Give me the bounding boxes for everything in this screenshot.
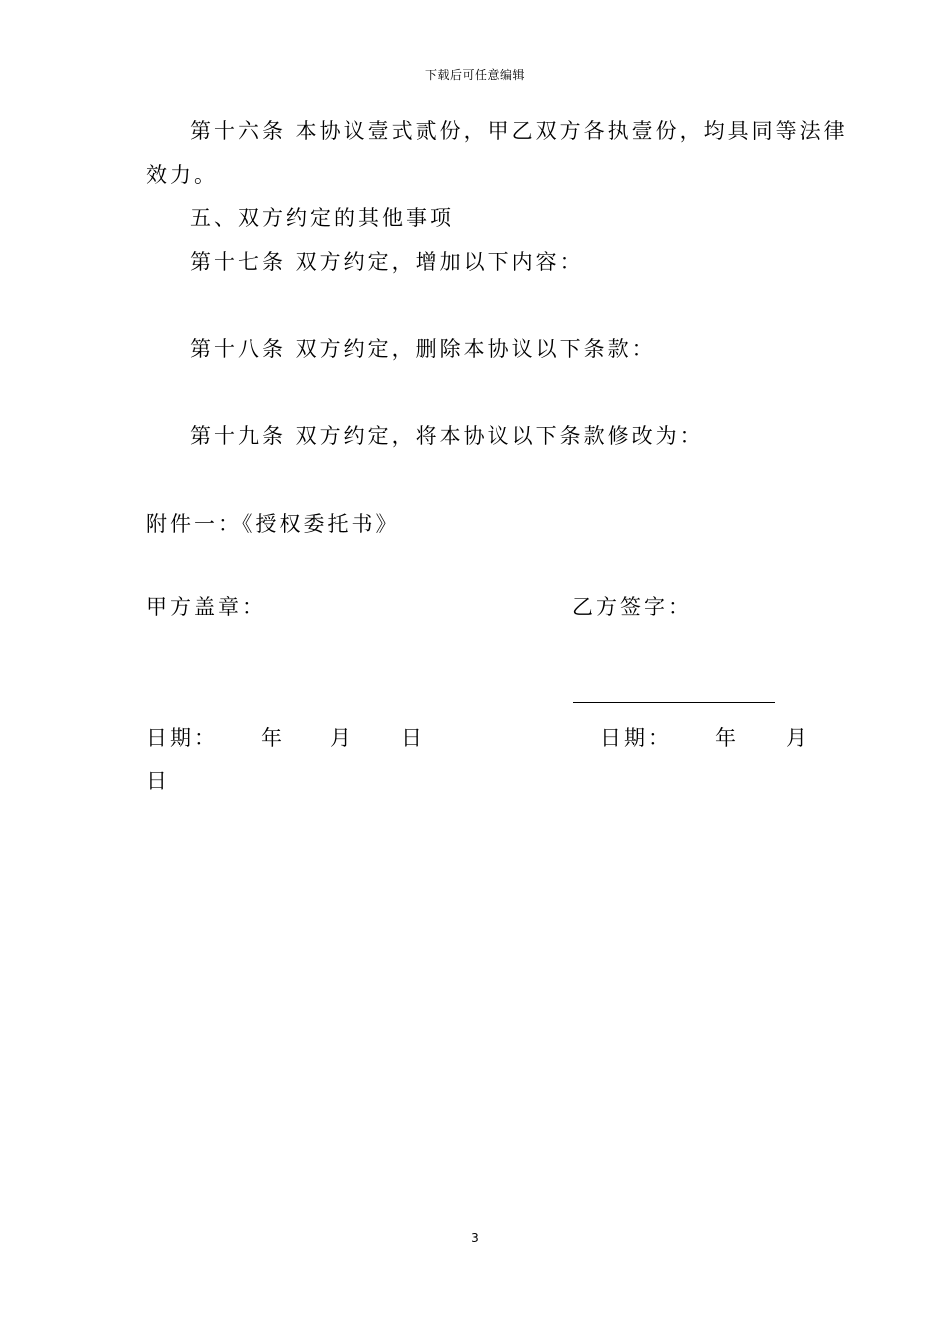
- party-a-seal-label: 甲方盖章：: [146, 595, 266, 619]
- page-number: 3: [471, 1231, 479, 1245]
- party-a-date-year: 年: [261, 726, 285, 750]
- article-18: 第十八条 双方约定，删除本协议以下条款：: [190, 337, 656, 361]
- article-16-line-1: 第十六条 本协议壹式贰份，甲乙双方各执壹份，均具同等法律: [190, 119, 848, 143]
- article-16-line-2: 效力。: [146, 163, 218, 187]
- section-5-heading: 五、双方约定的其他事项: [190, 206, 454, 230]
- party-a-date-month: 月: [330, 726, 354, 750]
- party-b-date-month: 月: [786, 726, 810, 750]
- article-19: 第十九条 双方约定，将本协议以下条款修改为：: [190, 424, 704, 448]
- page-header: 下载后可任意编辑: [424, 68, 525, 82]
- attachment-line: 附件一：《授权委托书》: [146, 512, 400, 536]
- party-b-date-year: 年: [715, 726, 739, 750]
- party-b-date-day: 日: [146, 769, 170, 793]
- party-b-signature-line: [573, 702, 775, 703]
- article-17: 第十七条 双方约定，增加以下内容：: [190, 250, 584, 274]
- party-a-date-day: 日: [401, 726, 425, 750]
- party-b-date-label: 日期：: [600, 726, 672, 750]
- party-b-sign-label: 乙方签字：: [572, 595, 692, 619]
- party-a-date-label: 日期：: [146, 726, 218, 750]
